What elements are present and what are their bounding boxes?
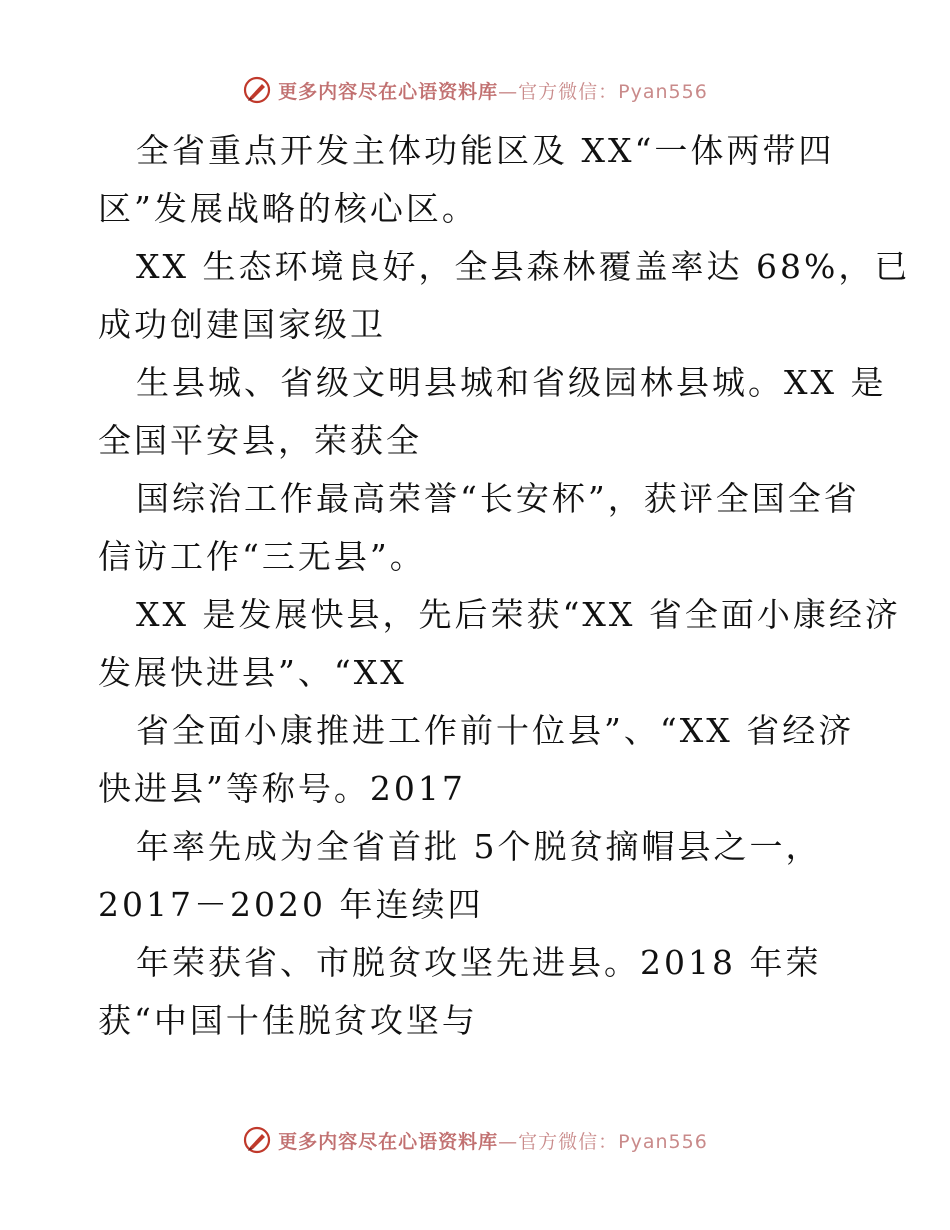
body-line: 全省重点开发主体功能区及 XX“一体两带四 bbox=[136, 131, 835, 170]
watermark-prefix: 更多内容尽在心语资料库 bbox=[278, 80, 499, 103]
watermark-suffix: —官方微信：Pyan556 bbox=[498, 1130, 708, 1153]
body-line: 成功创建国家级卫 bbox=[98, 305, 386, 344]
body-line: 省全面小康推进工作前十位县”、“XX 省经济 bbox=[136, 711, 855, 750]
watermark-text bbox=[278, 77, 708, 104]
pen-logo-icon bbox=[242, 1125, 272, 1155]
body-line: 年荣获省、市脱贫攻坚先进县。2018 年荣 bbox=[136, 943, 822, 982]
body-line: 获“中国十佳脱贫攻坚与 bbox=[98, 1001, 478, 1040]
document-body bbox=[98, 122, 911, 1050]
pen-logo-icon bbox=[242, 75, 272, 105]
body-line: 生县城、省级文明县城和省级园林县城。XX 是 bbox=[136, 363, 887, 402]
body-line: 2017－2020 年连续四 bbox=[98, 885, 484, 924]
body-line: XX 生态环境良好，全县森林覆盖率达 68%，已 bbox=[136, 247, 911, 286]
body-line: 年率先成为全省首批 5个脱贫摘帽县之一， bbox=[136, 827, 822, 866]
watermark-text bbox=[278, 1127, 708, 1154]
watermark-prefix: 更多内容尽在心语资料库 bbox=[278, 1130, 499, 1153]
header-watermark bbox=[0, 70, 950, 110]
watermark-suffix: —官方微信：Pyan556 bbox=[498, 80, 708, 103]
body-line: 全国平安县，荣获全 bbox=[98, 421, 422, 460]
body-line: 国综治工作最高荣誉“长安杯”，获评全国全省 bbox=[136, 479, 860, 518]
body-line: 发展快进县”、“XX bbox=[98, 653, 407, 692]
body-line: 快进县”等称号。2017 bbox=[98, 769, 466, 808]
body-line: 区”发展战略的核心区。 bbox=[98, 189, 478, 228]
body-line: XX 是发展快县，先后荣获“XX 省全面小康经济 bbox=[136, 595, 901, 634]
footer-watermark bbox=[0, 1120, 950, 1160]
body-line: 信访工作“三无县”。 bbox=[98, 537, 426, 576]
